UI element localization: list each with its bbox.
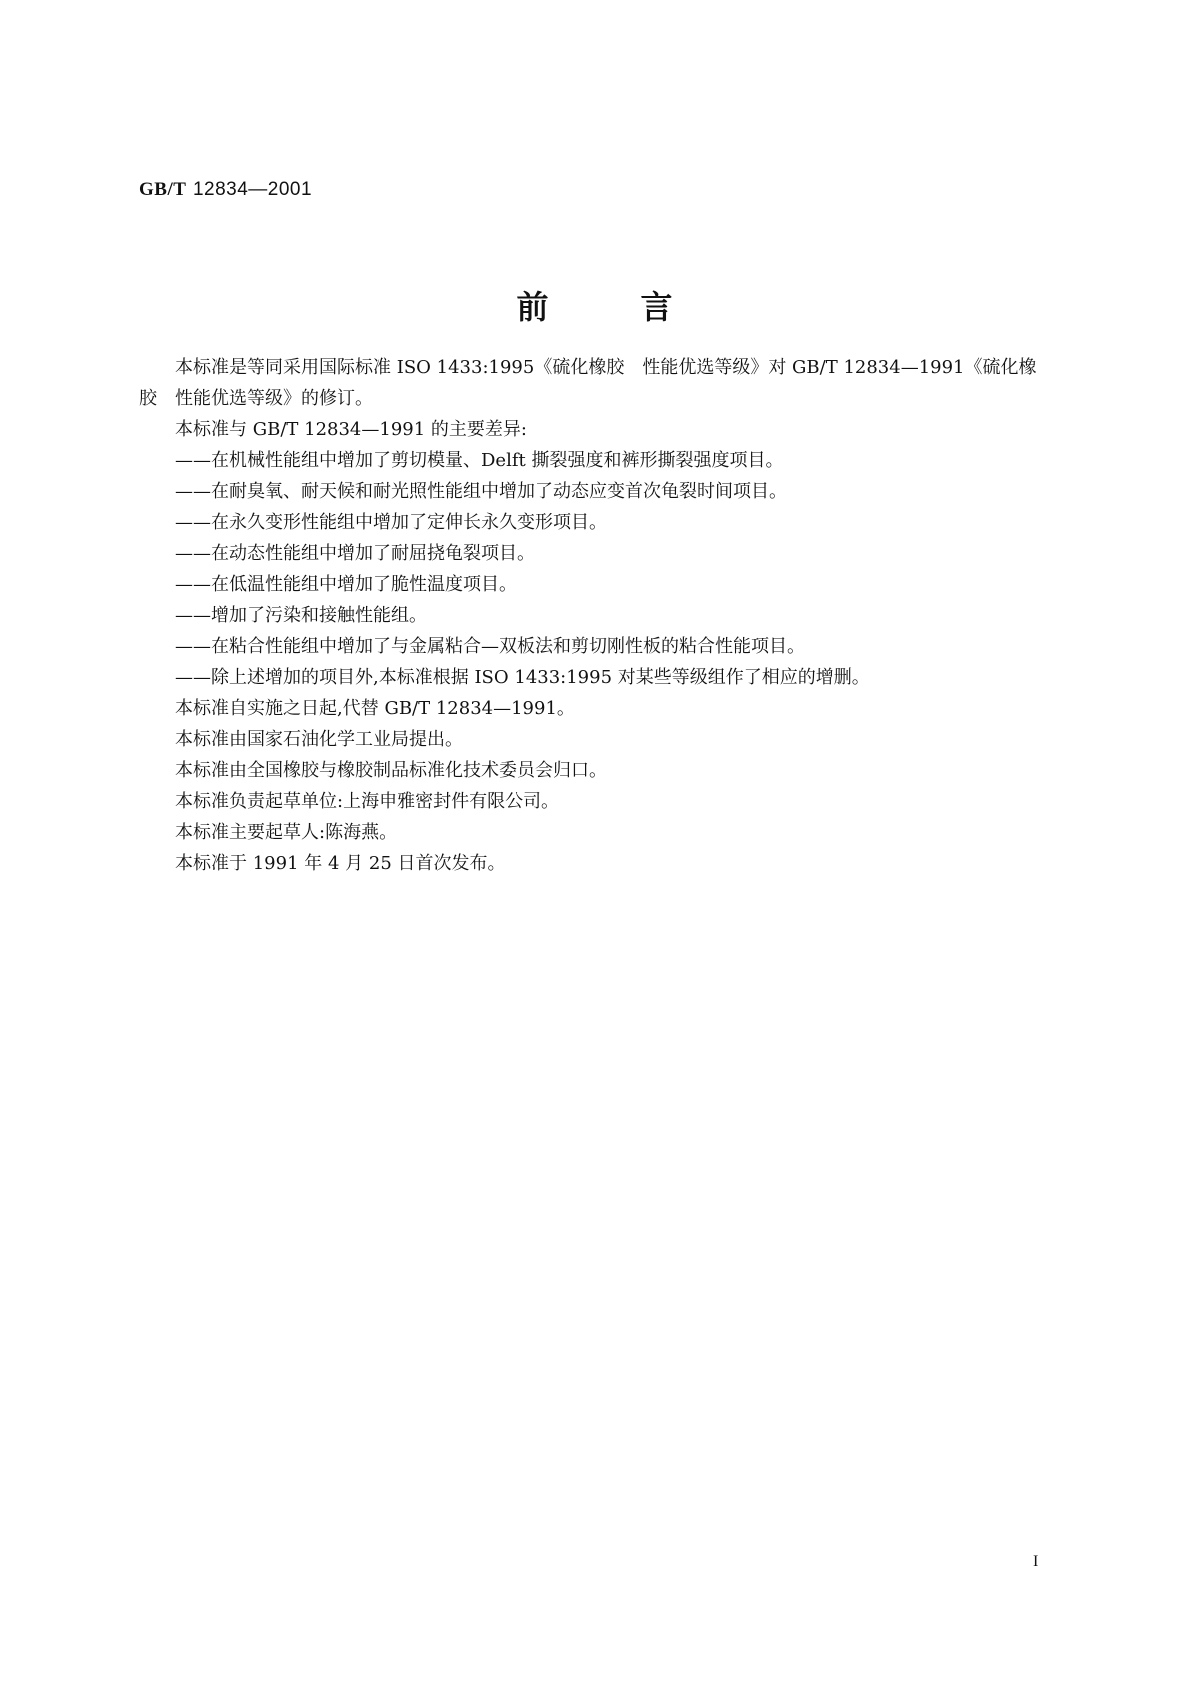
title-char-2: 言 [640,288,675,326]
paragraph: 本标准于 1991 年 4 月 25 日首次发布。 [175,853,506,874]
page-title [0,282,1191,328]
paragraph: 本标准与 GB/T 12834—1991 的主要差异: [175,419,527,440]
standard-code [139,178,312,201]
paragraph: 本标准由国家石油化学工业局提出。 [175,729,463,750]
list-item: ——除上述增加的项目外,本标准根据 ISO 1433:1995 对某些等级组作了相应的增删。 [175,667,870,688]
paragraph: 本标准是等同采用国际标准 ISO 1433:1995《硫化橡胶 性能优选等级》对 GB/T 12834—1991《硫化橡胶 性能优选等级》的修订。 [139,357,1037,409]
list-item: ——在永久变形性能组中增加了定伸长永久变形项目。 [175,512,607,533]
list-item: ——在耐臭氧、耐天候和耐光照性能组中增加了动态应变首次龟裂时间项目。 [175,481,787,502]
list-item: ——在动态性能组中增加了耐屈挠龟裂项目。 [175,543,535,564]
paragraph: 本标准自实施之日起,代替 GB/T 12834—1991。 [175,698,575,719]
standard-prefix: GB/T [139,179,187,200]
page-number: I [1033,1553,1039,1570]
list-item: ——在粘合性能组中增加了与金属粘合—双板法和剪切刚性板的粘合性能项目。 [175,636,805,657]
paragraph: 本标准由全国橡胶与橡胶制品标准化技术委员会归口。 [175,760,607,781]
title-char-1: 前 [516,288,551,326]
list-item: ——在机械性能组中增加了剪切模量、Delft 撕裂强度和裤形撕裂强度项目。 [175,450,784,471]
list-item: ——增加了污染和接触性能组。 [175,605,427,626]
foreword-body [139,352,1051,879]
paragraph: 本标准主要起草人:陈海燕。 [175,822,398,843]
list-item: ——在低温性能组中增加了脆性温度项目。 [175,574,517,595]
standard-number: 12834—2001 [192,179,313,200]
paragraph: 本标准负责起草单位:上海申雅密封件有限公司。 [175,791,560,812]
